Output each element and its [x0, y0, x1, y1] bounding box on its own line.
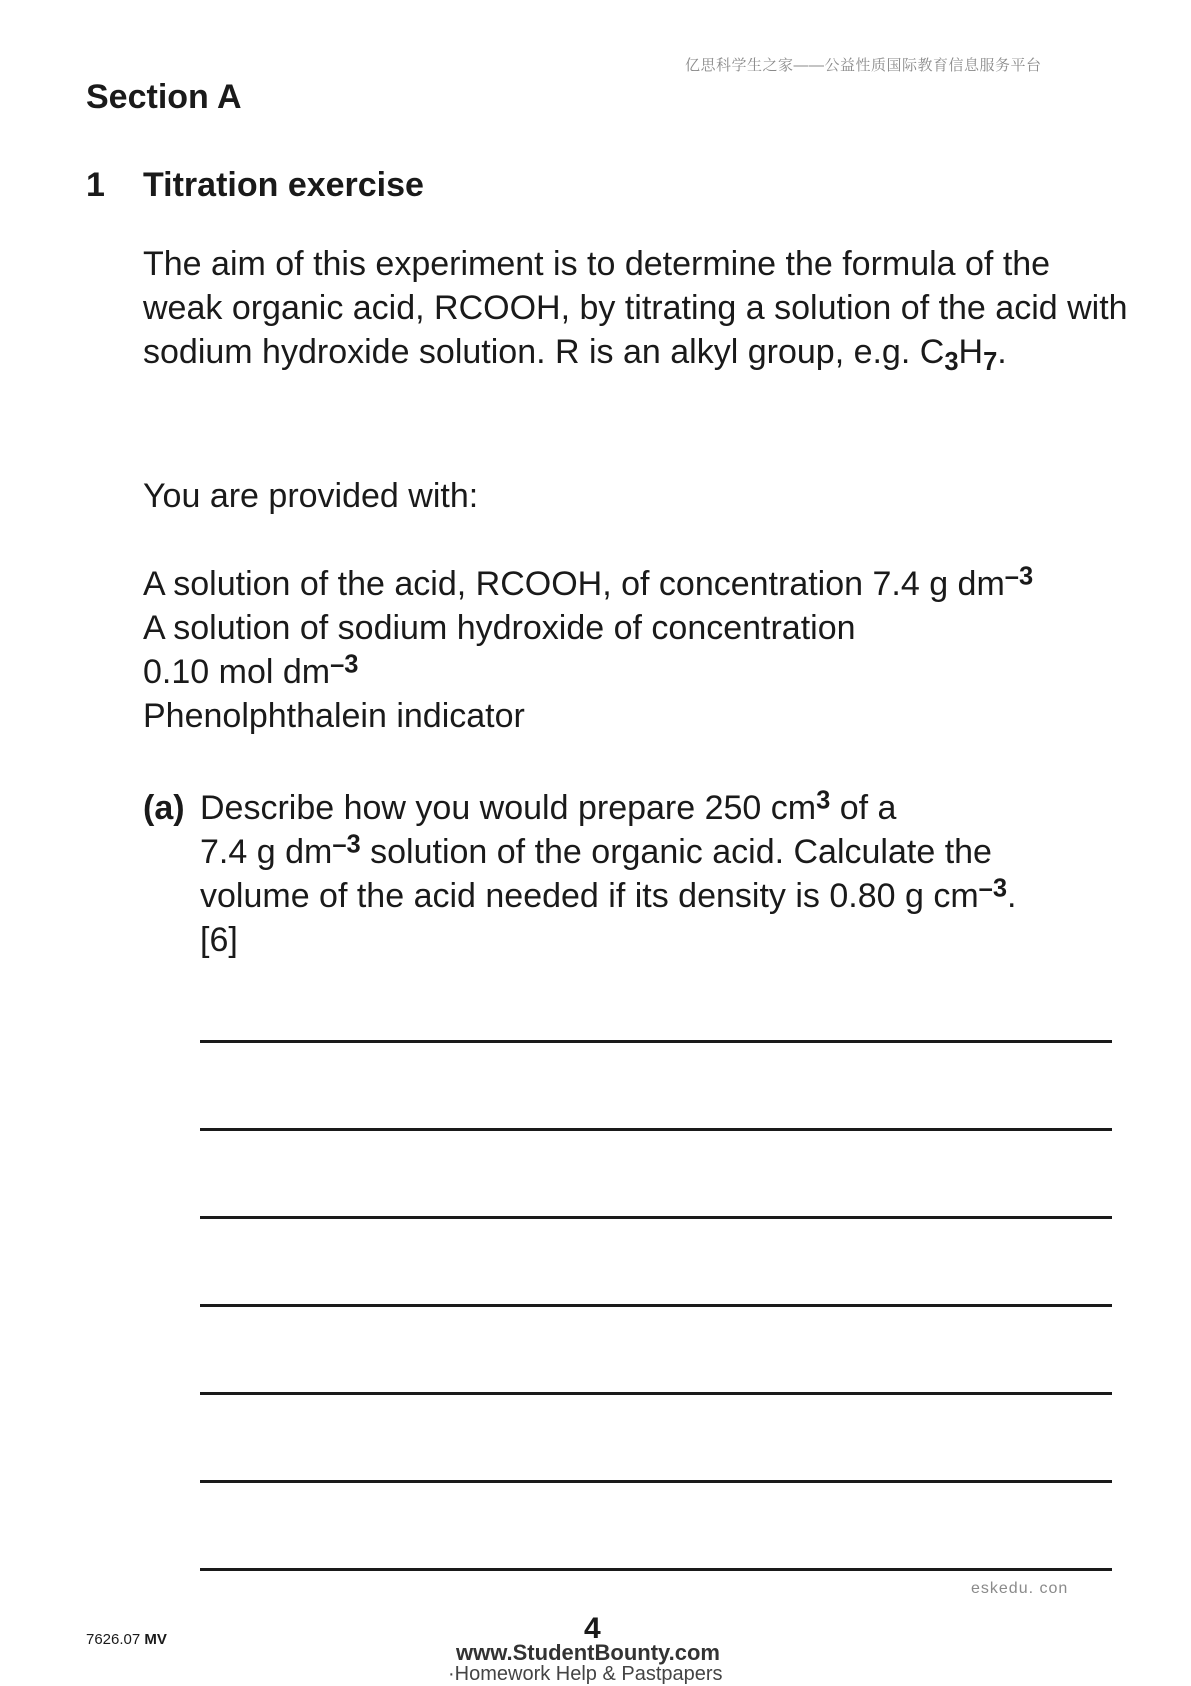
site-tagline: ·Homework Help & Pastpapers — [448, 1663, 723, 1685]
intro-h: H — [958, 333, 984, 371]
provided-heading: You are provided with: — [143, 477, 479, 515]
question-number: 1 — [86, 166, 105, 204]
question-intro — [143, 242, 1133, 377]
answer-line-5[interactable] — [200, 1392, 1112, 1395]
watermark-top: 亿思科学生之家——公益性质国际教育信息服务平台 — [685, 57, 1042, 74]
answer-line-4[interactable] — [200, 1304, 1112, 1307]
intro-text: The aim of this experiment is to determine the formula of the weak organic acid, RCOOH, by titrating a solution of the acid with sodium hydroxide solution. R is an alkyl group, e.g. — [143, 245, 1128, 371]
question-title: Titration exercise — [143, 166, 424, 204]
answer-line-1[interactable] — [200, 1040, 1112, 1043]
part-a-marks: [6] — [200, 921, 238, 959]
part-a-question: Describe how you would prepare 250 $cm^3$ of a 7.4 g $dm^{-3}$ solution of the organic acid. Calculate the volume of the acid needed if its density is 0.80 g $cm^{-3}$. [6] — [200, 786, 1080, 962]
answer-line-7[interactable] — [200, 1568, 1112, 1571]
provided-list — [143, 562, 1133, 738]
provided-item-acid: A solution of the acid, RCOOH, of concentration 7.4 g $dm^{-3}$ — [143, 562, 1034, 603]
page-number: 4 — [584, 1612, 601, 1645]
intro-h-subscript: 7 — [983, 348, 998, 377]
answer-line-6[interactable] — [200, 1480, 1112, 1483]
provided-item-indicator: Phenolphthalein indicator — [143, 697, 525, 735]
part-a-label: (a) — [143, 789, 185, 827]
watermark-bottom: eskedu. con — [971, 1580, 1069, 1597]
provided-item-naoh: A solution of sodium hydroxide of concentration — [143, 609, 856, 647]
intro-c: C — [919, 333, 945, 371]
intro-end: . — [997, 333, 1007, 371]
site-url[interactable]: www.StudentBounty.com — [456, 1640, 720, 1665]
provided-item-naoh-conc: 0.10 mol $dm^{-3}$ — [143, 650, 359, 691]
paper-code: 7626.07 MV — [86, 1631, 167, 1648]
answer-line-3[interactable] — [200, 1216, 1112, 1219]
intro-c-subscript: 3 — [944, 348, 959, 377]
section-title: Section A — [86, 78, 242, 116]
answer-line-2[interactable] — [200, 1128, 1112, 1131]
